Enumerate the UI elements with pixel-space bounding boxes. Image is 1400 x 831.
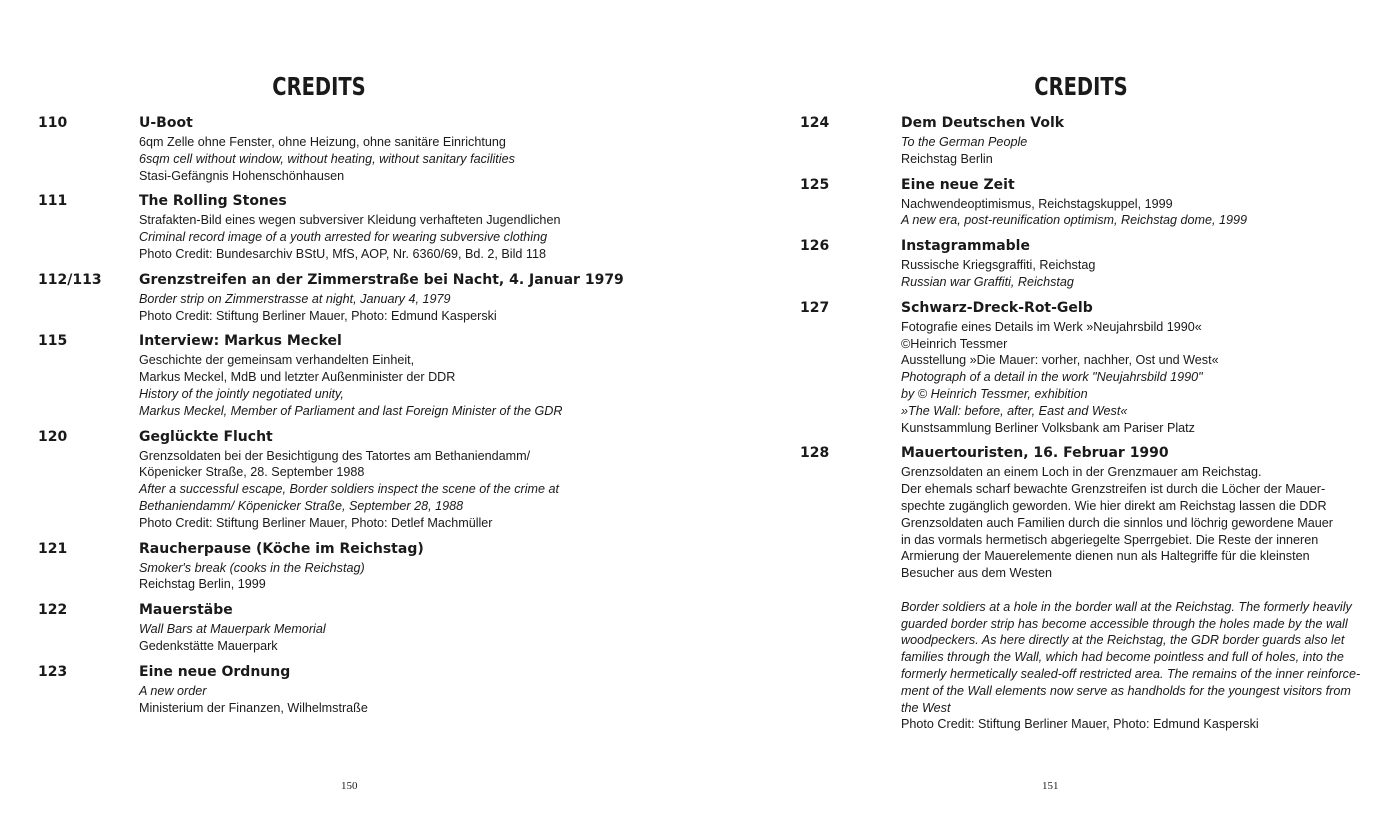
- credit-body: [139, 330, 598, 419]
- credit-body: [139, 112, 598, 184]
- caption-line: Der ehemals scharf bewachte Grenzstreifen ist durch die Löcher der Mauer-: [901, 482, 1326, 497]
- caption-english: ment of the Wall elements now serve as handholds for the youngest visitors from: [901, 683, 1351, 698]
- page-heading: CREDITS: [272, 72, 366, 101]
- page-number: 150: [341, 780, 358, 792]
- credit-entry: [38, 330, 598, 419]
- credit-body: [139, 426, 598, 532]
- caption-english: To the German People: [901, 135, 1028, 149]
- caption-line: Grenzsoldaten auch Familien durch die sinnlos und löchrig gewordene Mauer: [901, 515, 1333, 530]
- credit-title: Schwarz-Dreck-Rot-Gelb: [901, 299, 1093, 316]
- page-reference-number: 121: [38, 540, 68, 557]
- credit-title: Grenzstreifen an der Zimmerstraße bei Nacht, 4. Januar 1979: [139, 271, 624, 288]
- page-reference-number: 115: [38, 333, 68, 350]
- caption-line: ©Heinrich Tessmer: [901, 336, 1008, 351]
- caption-english: Bethaniendamm/ Köpenicker Straße, September 28, 1988: [139, 498, 464, 513]
- page-reference-number: 123: [38, 663, 68, 680]
- caption-line: Strafakten-Bild eines wegen subversiver Kleidung verhafteten Jugendlichen: [139, 213, 561, 228]
- caption-line: Gedenkstätte Mauerpark: [139, 638, 278, 653]
- credit-entry: [38, 190, 598, 262]
- caption-english: After a successful escape, Border soldiers inspect the scene of the crime at: [139, 482, 559, 497]
- credit-title: Geglückte Flucht: [139, 428, 273, 445]
- credit-title: The Rolling Stones: [139, 193, 287, 210]
- page-reference-number: 112/113: [38, 271, 102, 288]
- credit-body: [139, 190, 598, 262]
- page-reference-number: 127: [800, 299, 830, 316]
- caption-line: Nachwendeoptimismus, Reichstagskuppel, 1999: [901, 196, 1173, 211]
- caption-line: Grenzsoldaten bei der Besichtigung des Tatortes am Bethaniendamm/: [139, 448, 531, 463]
- credit-title: Dem Deutschen Volk: [901, 115, 1065, 131]
- caption-line: Fotografie eines Details im Werk »Neujahrsbild 1990«: [901, 319, 1202, 334]
- credit-title: Mauerstäbe: [139, 602, 233, 619]
- credit-entry: [800, 297, 1360, 437]
- caption-english: Border strip on Zimmerstrasse at night, January 4, 1979: [139, 291, 451, 306]
- page-heading: CREDITS: [1034, 72, 1128, 101]
- credits-list: [800, 112, 1360, 739]
- credit-entry: [38, 112, 598, 184]
- caption-english: A new order: [139, 683, 207, 698]
- caption-english: Criminal record image of a youth arrested for wearing subversive clothing: [139, 230, 548, 245]
- page-reference-number: 110: [38, 115, 68, 131]
- credit-body: [901, 442, 1360, 733]
- caption-line: Reichstag Berlin: [901, 151, 993, 166]
- credit-title: Interview: Markus Meckel: [139, 333, 342, 350]
- page-reference-number: 124: [800, 115, 830, 131]
- caption-line: Russische Kriegsgraffiti, Reichstag: [901, 258, 1096, 273]
- caption-line: Armierung der Mauerelemente dienen nun als Haltegriffe für die kleinsten: [901, 549, 1310, 564]
- caption-english: guarded border strip has become accessible through the holes made by the wall: [901, 616, 1348, 631]
- caption-line: Photo Credit: Stiftung Berliner Mauer, Photo: Edmund Kasperski: [901, 717, 1259, 732]
- credit-title: U-Boot: [139, 115, 193, 131]
- credit-entry: [800, 174, 1360, 230]
- caption-english: Wall Bars at Mauerpark Memorial: [139, 622, 326, 637]
- credit-body: [901, 235, 1360, 291]
- credit-title: Eine neue Zeit: [901, 176, 1015, 193]
- caption-line: Photo Credit: Stiftung Berliner Mauer, Photo: Detlef Machmüller: [139, 515, 493, 530]
- caption-line: Stasi-Gefängnis Hohenschönhausen: [139, 168, 345, 183]
- credit-entry: [38, 538, 598, 594]
- caption-english: formerly hermetically sealed-off restricted area. The remains of the inner reinforce-: [901, 666, 1361, 681]
- right-page: [700, 0, 1400, 831]
- caption-english: Markus Meckel, Member of Parliament and last Foreign Minister of the GDR: [139, 403, 563, 418]
- caption-line: Köpenicker Straße, 28. September 1988: [139, 465, 365, 480]
- caption-line: Ministerium der Finanzen, Wilhelmstraße: [139, 700, 368, 715]
- credits-list: [38, 112, 624, 722]
- caption-line: in das vormals hermetisch abgeriegelte Sperrgebiet. Die Reste der inneren: [901, 532, 1319, 547]
- credit-entry: [38, 599, 598, 655]
- page-reference-number: 125: [800, 176, 830, 193]
- credit-entry: [800, 235, 1360, 291]
- credit-body: [139, 538, 598, 594]
- credit-entry: [38, 269, 624, 325]
- caption-english: the West: [901, 700, 951, 715]
- credit-entry: [800, 112, 1360, 168]
- caption-line: Reichstag Berlin, 1999: [139, 577, 266, 592]
- caption-english: Russian war Graffiti, Reichstag: [901, 274, 1074, 289]
- credit-body: [901, 112, 1360, 168]
- caption-english: Smoker's break (cooks in the Reichstag): [139, 560, 365, 575]
- caption-english: Border soldiers at a hole in the border wall at the Reichstag. The formerly heavily: [901, 599, 1352, 614]
- credit-body: [139, 599, 598, 655]
- caption-line: Besucher aus dem Westen: [901, 566, 1052, 581]
- caption-english: A new era, post-reunification optimism, Reichstag dome, 1999: [901, 213, 1248, 228]
- caption-english: Photograph of a detail in the work "Neujahrsbild 1990": [901, 370, 1203, 385]
- credit-entry: [38, 661, 598, 717]
- caption-english: by © Heinrich Tessmer, exhibition: [901, 386, 1088, 401]
- credit-entry: [38, 426, 598, 532]
- caption-english: »The Wall: before, after, East and West«: [901, 403, 1128, 418]
- caption-line: Kunstsammlung Berliner Volksbank am Pariser Platz: [901, 420, 1195, 435]
- credit-body: [139, 661, 598, 717]
- page-number: 151: [1042, 780, 1059, 792]
- caption-line: Geschichte der gemeinsam verhandelten Einheit,: [139, 353, 415, 368]
- page-reference-number: 111: [38, 193, 68, 210]
- credit-title: Mauertouristen, 16. Februar 1990: [901, 445, 1169, 462]
- caption-line: Ausstellung »Die Mauer: vorher, nachher, Ost und West«: [901, 353, 1219, 368]
- credit-body: [139, 269, 624, 325]
- caption-line: Photo Credit: Stiftung Berliner Mauer, Photo: Edmund Kasperski: [139, 308, 497, 323]
- caption-line: Markus Meckel, MdB und letzter Außenminister der DDR: [139, 370, 456, 385]
- caption-english: History of the jointly negotiated unity,: [139, 386, 344, 401]
- caption-line: Grenzsoldaten an einem Loch in der Grenzmauer am Reichstag.: [901, 465, 1262, 480]
- caption-line: [901, 582, 1360, 599]
- caption-line: 6qm Zelle ohne Fenster, ohne Heizung, ohne sanitäre Einrichtung: [139, 135, 506, 149]
- credit-entry: [800, 442, 1360, 733]
- caption-english: woodpeckers. As here directly at the Reichstag, the GDR border guards also let: [901, 633, 1345, 648]
- page-reference-number: 126: [800, 238, 830, 255]
- caption-line: spechte zugänglich geworden. Wie hier direkt am Reichstag lassen die DDR: [901, 498, 1327, 513]
- page-reference-number: 120: [38, 428, 68, 445]
- caption-english: families through the Wall, which had become pointless and full of holes, into the: [901, 650, 1344, 665]
- credit-title: Raucherpause (Köche im Reichstag): [139, 540, 424, 557]
- page-reference-number: 122: [38, 602, 68, 619]
- credit-title: Eine neue Ordnung: [139, 663, 291, 680]
- credit-title: Instagrammable: [901, 238, 1030, 255]
- credit-body: [901, 297, 1360, 437]
- caption-english: 6sqm cell without window, without heating, without sanitary facilities: [139, 151, 515, 166]
- page-reference-number: 128: [800, 445, 830, 462]
- caption-line: Photo Credit: Bundesarchiv BStU, MfS, AOP, Nr. 6360/69, Bd. 2, Bild 118: [139, 246, 546, 261]
- credit-body: [901, 174, 1360, 230]
